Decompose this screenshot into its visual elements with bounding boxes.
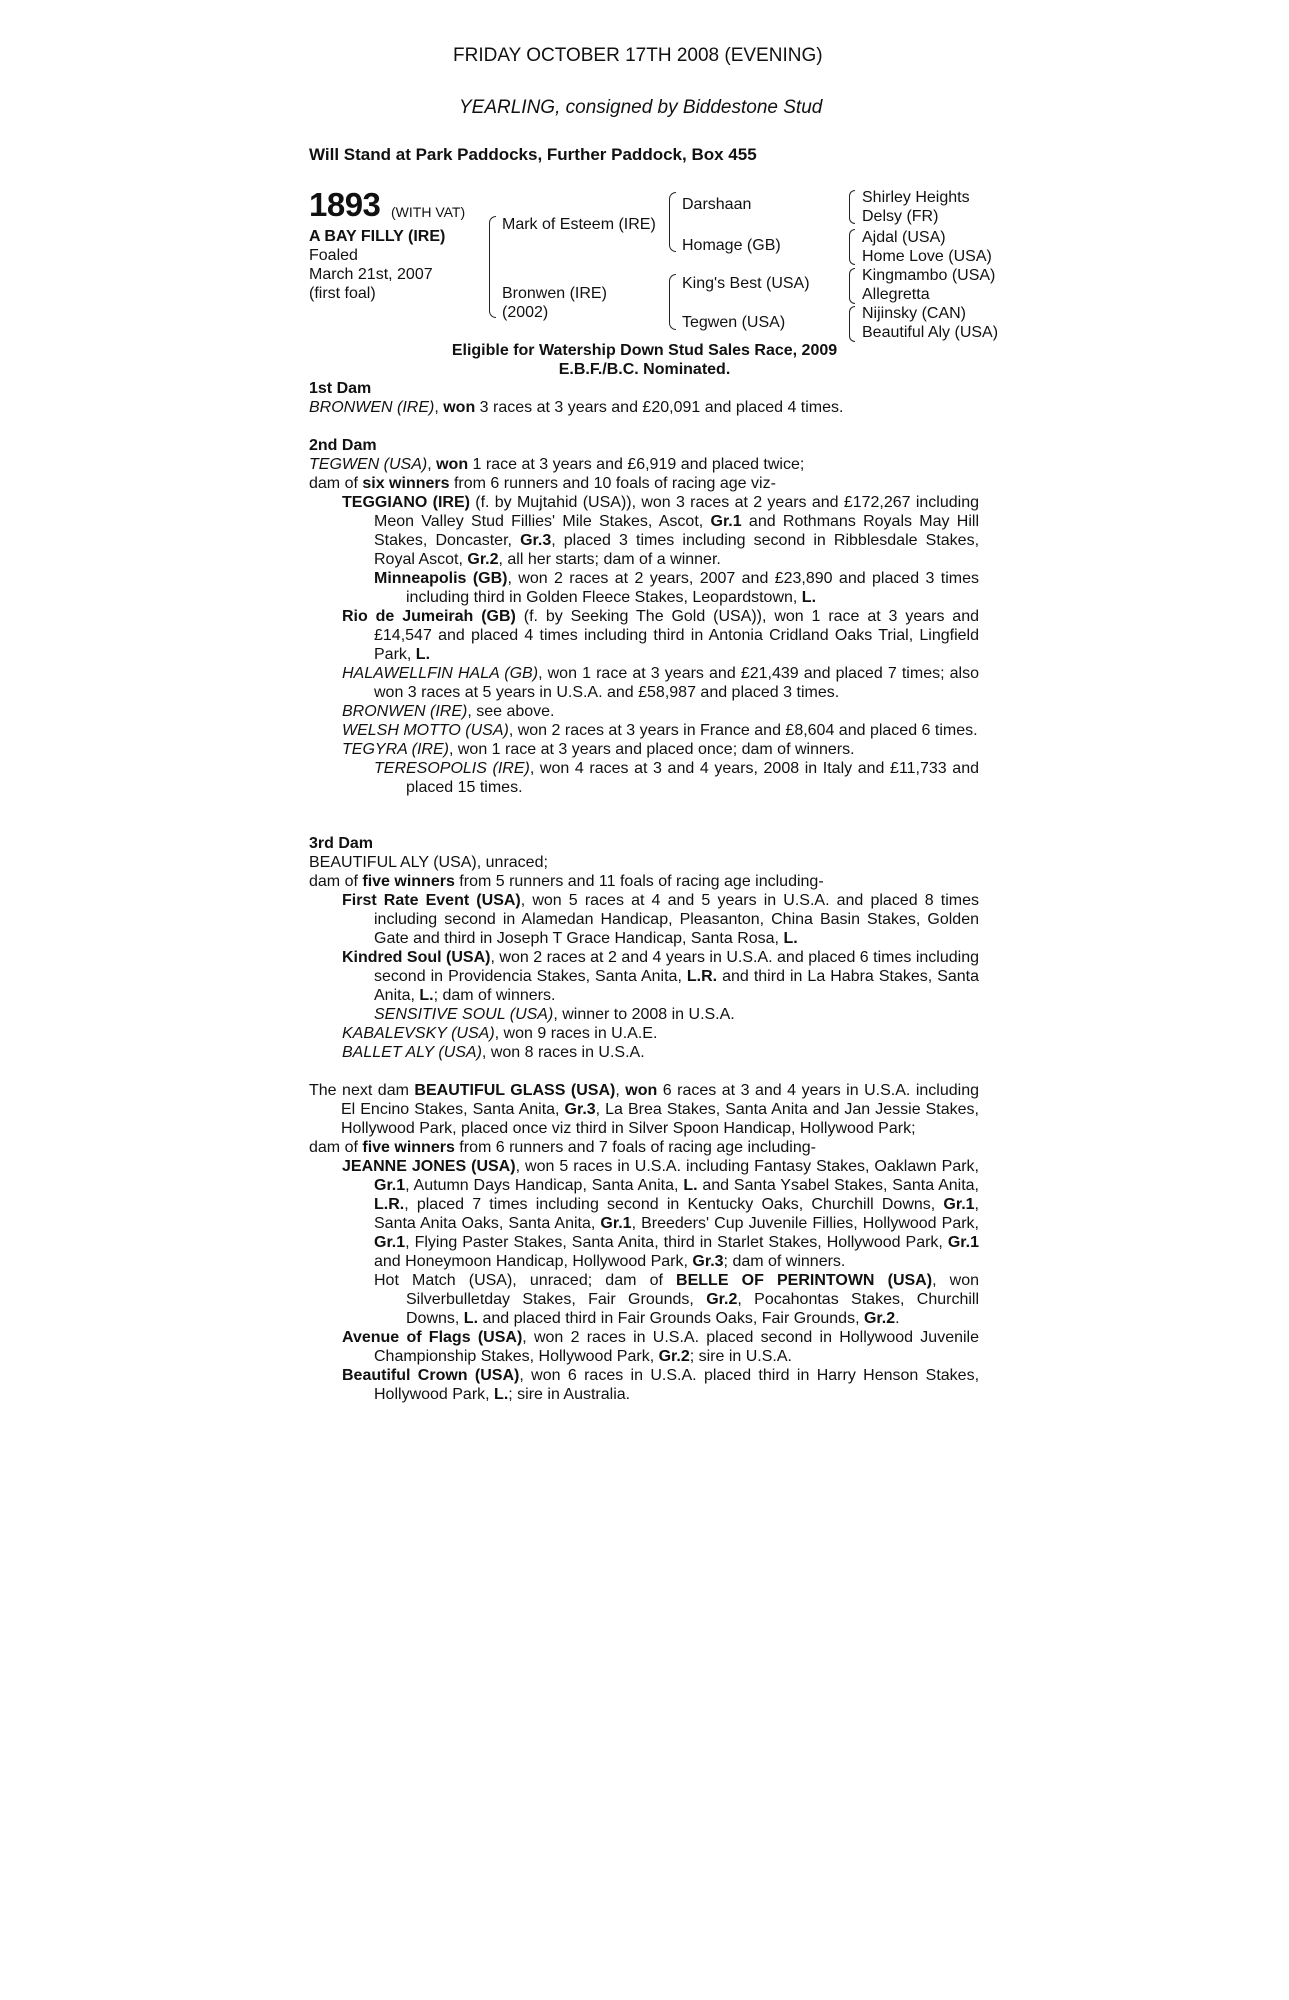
produce-bronwen: [342, 702, 979, 721]
second-dam-heading: 2nd Dam: [309, 437, 377, 454]
pedigree-brace-g4: [849, 306, 855, 342]
record-text: ; dam of winners.: [433, 987, 556, 1004]
record-text: , won 9 races in U.A.E.: [494, 1025, 658, 1042]
dam-of-label: dam of: [309, 873, 363, 890]
grade-label: Gr.1: [600, 1215, 632, 1232]
record-text: , won 1 race at 3 years and placed once; dam of winners.: [448, 741, 855, 758]
sale-date: FRIDAY OCTOBER 17TH 2008 (EVENING): [453, 45, 823, 66]
produce-sensitive-soul: [374, 1005, 979, 1024]
winners-count: five winners: [362, 873, 455, 890]
record-text: , placed 7 times including second in Kentucky Oaks, Churchill Downs,: [404, 1196, 944, 1213]
record-text: (f. by Mujtahid (USA)), won 3 races at 2 years and £172,267 including Meon Valley Stud Fillies' Mile Stakes, Ascot,: [374, 494, 980, 530]
horse-name: Beautiful Crown (USA): [342, 1367, 520, 1384]
produce-first-rate-event: [342, 891, 979, 948]
record-text: , Autumn Days Handicap, Santa Anita,: [405, 1177, 684, 1194]
pedigree-brace-g2: [849, 229, 855, 265]
record-text: , all her starts; dam of a winner.: [498, 551, 721, 568]
grade-label: Gr.2: [467, 551, 499, 568]
pedigree-ggp-8: Beautiful Aly (USA): [862, 324, 999, 341]
winners-count: five winners: [362, 1139, 455, 1156]
grade-label: L.: [783, 930, 798, 947]
grade-label: L.: [463, 1310, 479, 1327]
produce-kabalevsky: [342, 1024, 979, 1043]
record-text: , won 2 races in U.S.A. placed second in Hollywood Juvenile Championship Stakes, Hollywood Park,: [374, 1329, 979, 1365]
grade-label: L.: [494, 1386, 509, 1403]
pedigree-ggp-4: Home Love (USA): [862, 248, 992, 265]
pedigree-dam-sire: King's Best (USA): [682, 275, 810, 292]
produce-minneapolis: [374, 569, 979, 607]
produce-teggiano: [342, 493, 979, 569]
grade-label: Gr.1: [374, 1177, 406, 1194]
grade-label: Gr.2: [658, 1348, 690, 1365]
record-text: , winner to 2008 in U.S.A.: [553, 1006, 735, 1023]
horse-name: JEANNE JONES (USA): [342, 1158, 516, 1175]
pedigree-ggp-6: Allegretta: [862, 286, 930, 303]
second-dam-name: TEGWEN (USA): [309, 456, 428, 473]
horse-name: SENSITIVE SOUL (USA): [374, 1006, 554, 1023]
dam-of-label: dam of: [309, 475, 363, 492]
horse-name: TERESOPOLIS (IRE): [374, 760, 530, 777]
horse-name: Rio de Jumeirah (GB): [342, 608, 516, 625]
grade-label: L.: [415, 646, 431, 663]
produce-teresopolis: [374, 759, 979, 797]
pedigree-ggp-2: Delsy (FR): [862, 208, 939, 225]
grade-label: L.: [683, 1177, 698, 1194]
produce-tegyra: [342, 740, 979, 759]
record-text: (f. by Seeking The Gold (USA)), won 1 race at 3 years and £14,547 and placed 4 times including third in Antonia Cridland Oaks Trial, Lingfield Park,: [374, 608, 980, 663]
record-text: , won 5 races in U.S.A. including Fantasy Stakes, Oaklawn Park,: [515, 1158, 980, 1175]
pedigree-dam: Bronwen (IRE): [502, 285, 607, 302]
first-dam-heading: 1st Dam: [309, 380, 372, 397]
runners-text: from 6 runners and 7 foals of racing age including-: [454, 1139, 816, 1156]
grade-label: Gr.2: [863, 1310, 896, 1327]
record-text: and third in La Habra Stakes, Santa Anita,: [374, 968, 979, 1004]
second-dam-record: TEGWEN (USA), won 1 race at 3 years and £6,919 and placed twice;: [309, 456, 805, 473]
consignor-line: YEARLING, consigned by Biddestone Stud: [459, 97, 823, 118]
pedigree-sire: Mark of Esteem (IRE): [502, 216, 656, 233]
horse-name: Avenue of Flags (USA): [342, 1329, 523, 1346]
lot-number: 1893: [309, 186, 381, 223]
produce-jeanne-jones: [342, 1157, 979, 1271]
produce-hot-match: [374, 1271, 979, 1328]
grade-label: Gr.1: [943, 1196, 975, 1213]
horse-name: HALAWELLFIN HALA (GB): [342, 665, 539, 682]
horse-name: TEGGIANO (IRE): [342, 494, 470, 511]
record-text: , Pocahontas Stakes, Churchill Downs,: [406, 1291, 980, 1327]
first-dam-record: BRONWEN (IRE), won 3 races at 3 years and £20,091 and placed 4 times.: [309, 399, 844, 416]
record-text: , Santa Anita Oaks, Santa Anita,: [374, 1196, 979, 1232]
pedigree-ggp-1: Shirley Heights: [862, 189, 970, 206]
pedigree-brace-dam: [669, 274, 676, 330]
second-dam-text: 1 race at 3 years and £6,919 and placed twice;: [468, 456, 805, 473]
produce-kindred-soul: [342, 948, 979, 1005]
lot-title: A BAY FILLY (IRE): [309, 228, 446, 245]
grade-label: Gr.2: [706, 1291, 738, 1308]
horse-name: Minneapolis (GB): [374, 570, 508, 587]
record-text: ; sire in U.S.A.: [689, 1348, 792, 1365]
horse-name: WELSH MOTTO (USA): [342, 722, 509, 739]
produce-avenue-of-flags: [342, 1328, 979, 1366]
record-text: and Santa Ysabel Stakes, Santa Anita,: [697, 1177, 980, 1194]
next-dam-won: won: [625, 1082, 658, 1099]
record-text: Hot Match (USA), unraced; dam of: [374, 1272, 677, 1289]
record-text: , won 1 race at 3 years and £21,439 and placed 7 times; also won 3 races at 5 years in U.S.A. and £58,987 and placed 3 times.: [374, 665, 980, 701]
second-dam-won: won: [436, 456, 469, 473]
first-dam-won: won: [443, 399, 476, 416]
record-text: , won 2 races at 3 years in France and £8,604 and placed 6 times.: [508, 722, 978, 739]
record-text: , Flying Paster Stakes, Santa Anita, third in Starlet Stakes, Hollywood Park,: [405, 1234, 948, 1251]
grade-label: L.: [419, 987, 434, 1004]
grade-label: Gr.3: [564, 1101, 596, 1118]
next-dam-section: [309, 1081, 979, 1404]
foal-note: (first foal): [309, 285, 376, 302]
horse-name: BELLE OF PERINTOWN (USA): [676, 1272, 933, 1289]
runners-text: from 6 runners and 10 foals of racing age viz-: [449, 475, 776, 492]
record-text: , won Silverbulletday Stakes, Fair Grounds,: [406, 1272, 979, 1308]
record-text: and placed third in Fair Grounds Oaks, Fair Grounds,: [478, 1310, 864, 1327]
horse-name: Kindred Soul (USA): [342, 949, 491, 966]
record-text: .: [895, 1310, 900, 1327]
next-dam-intro: The next dam: [309, 1082, 415, 1099]
record-text: , Breeders' Cup Juvenile Fillies, Hollywood Park,: [631, 1215, 979, 1232]
location-line: Will Stand at Park Paddocks, Further Paddock, Box 455: [309, 145, 757, 164]
third-dam-section: [309, 834, 979, 1062]
pedigree-brace-main: [489, 216, 496, 318]
first-dam-name: BRONWEN (IRE): [309, 399, 435, 416]
horse-name: First Rate Event (USA): [342, 892, 521, 909]
next-dam-record: The next dam BEAUTIFUL GLASS (USA), won 6 races at 3 and 4 years in U.S.A. including El Encino Stakes, Santa Anita, Gr.3, La Brea Stakes, Santa Anita and Jan Jessie Stakes, Hollywood Park, placed once viz third in Silver Spoon Handicap, Hollywood Park;: [309, 1082, 980, 1137]
pedigree-dam-dam: Tegwen (USA): [682, 314, 786, 331]
dam-of-label: dam of: [309, 1139, 363, 1156]
third-dam-produce-summary: [309, 872, 979, 891]
horse-name: BALLET ALY (USA): [342, 1044, 482, 1061]
produce-rio-de-jumeirah: [342, 607, 979, 664]
second-dam-section: [309, 436, 979, 797]
runners-text: from 5 runners and 11 foals of racing age including-: [454, 873, 824, 890]
record-text: 6 races at 3 and 4 years in U.S.A. including El Encino Stakes, Santa Anita,: [341, 1082, 980, 1118]
pedigree-ggp-3: Ajdal (USA): [862, 229, 946, 246]
pedigree-ggp-5: Kingmambo (USA): [862, 267, 996, 284]
vat-note: (WITH VAT): [391, 204, 466, 220]
first-dam-section: [309, 379, 979, 417]
next-dam-produce-summary: [309, 1138, 979, 1157]
record-text: , placed 3 times including second in Ribblesdale Stakes, Royal Ascot,: [374, 532, 980, 568]
produce-beautiful-crown: [342, 1366, 979, 1404]
eligibility-line-1: Eligible for Watership Down Stud Sales Race, 2009: [451, 342, 838, 359]
record-text: , won 2 races at 2 years, 2007 and £23,890 and placed 3 times including third in Golden Fleece Stakes, Leopardstown,: [406, 570, 979, 606]
produce-welsh-motto: [342, 721, 979, 740]
record-text: , won 5 races at 4 and 5 years in U.S.A. and placed 8 times including second in Alamedan Handicap, Pleasanton, China Basin Stakes, Golden Gate and third in Joseph T Grace Handicap, Santa Rosa,: [374, 892, 979, 947]
pedigree-brace-g1: [849, 190, 855, 224]
pedigree-dam-year: (2002): [502, 304, 549, 321]
grade-label: Gr.1: [710, 513, 742, 530]
record-text: , won 6 races in U.S.A. placed third in Harry Henson Stakes, Hollywood Park,: [374, 1367, 980, 1403]
second-dam-produce-summary: [309, 474, 979, 493]
grade-label: L.R.: [374, 1196, 405, 1213]
produce-halawellfin-hala: [342, 664, 979, 702]
third-dam-name-line: BEAUTIFUL ALY (USA), unraced;: [309, 854, 548, 871]
grade-label: L.R.: [686, 968, 718, 985]
pedigree-sire-dam: Homage (GB): [682, 237, 781, 254]
pedigree-brace-g3: [849, 268, 855, 304]
record-text: and Honeymoon Handicap, Hollywood Park,: [374, 1253, 693, 1270]
produce-ballet-aly: [342, 1043, 979, 1062]
horse-name: KABALEVSKY (USA): [342, 1025, 495, 1042]
record-text: , see above.: [467, 703, 555, 720]
eligibility-line-2: E.B.F./B.C. Nominated.: [558, 361, 731, 378]
grade-label: Gr.3: [520, 532, 552, 549]
record-text: , won 8 races in U.S.A.: [481, 1044, 645, 1061]
record-text: ; dam of winners.: [723, 1253, 846, 1270]
record-text: , won 2 races at 2 and 4 years in U.S.A. and placed 6 times including second in Providencia Stakes, Santa Anita,: [374, 949, 980, 985]
pedigree-brace-sire: [669, 192, 676, 252]
record-text: ; sire in Australia.: [508, 1386, 631, 1403]
foaled-label: Foaled: [309, 247, 358, 264]
record-text: , won 4 races at 3 and 4 years, 2008 in Italy and £11,733 and placed 15 times.: [406, 760, 979, 796]
record-text: and Rothmans Royals May Hill Stakes, Doncaster,: [374, 513, 979, 549]
pedigree-ggp-7: Nijinsky (CAN): [862, 305, 966, 322]
grade-label: Gr.3: [692, 1253, 724, 1270]
horse-name: TEGYRA (IRE): [342, 741, 449, 758]
grade-label: Gr.1: [947, 1234, 979, 1251]
pedigree-sire-sire: Darshaan: [682, 196, 752, 213]
grade-label: Gr.1: [374, 1234, 406, 1251]
foaled-date: March 21st, 2007: [309, 266, 433, 283]
first-dam-text: 3 races at 3 years and £20,091 and placed 4 times.: [475, 399, 844, 416]
third-dam-heading: 3rd Dam: [309, 835, 374, 852]
record-text: , La Brea Stakes, Santa Anita and Jan Jessie Stakes, Hollywood Park, placed once viz third in Silver Spoon Handicap, Hollywood Park;: [341, 1101, 979, 1137]
horse-name: BRONWEN (IRE): [342, 703, 468, 720]
grade-label: L.: [801, 589, 817, 606]
winners-count: six winners: [362, 475, 450, 492]
next-dam-name: BEAUTIFUL GLASS (USA): [414, 1082, 616, 1099]
